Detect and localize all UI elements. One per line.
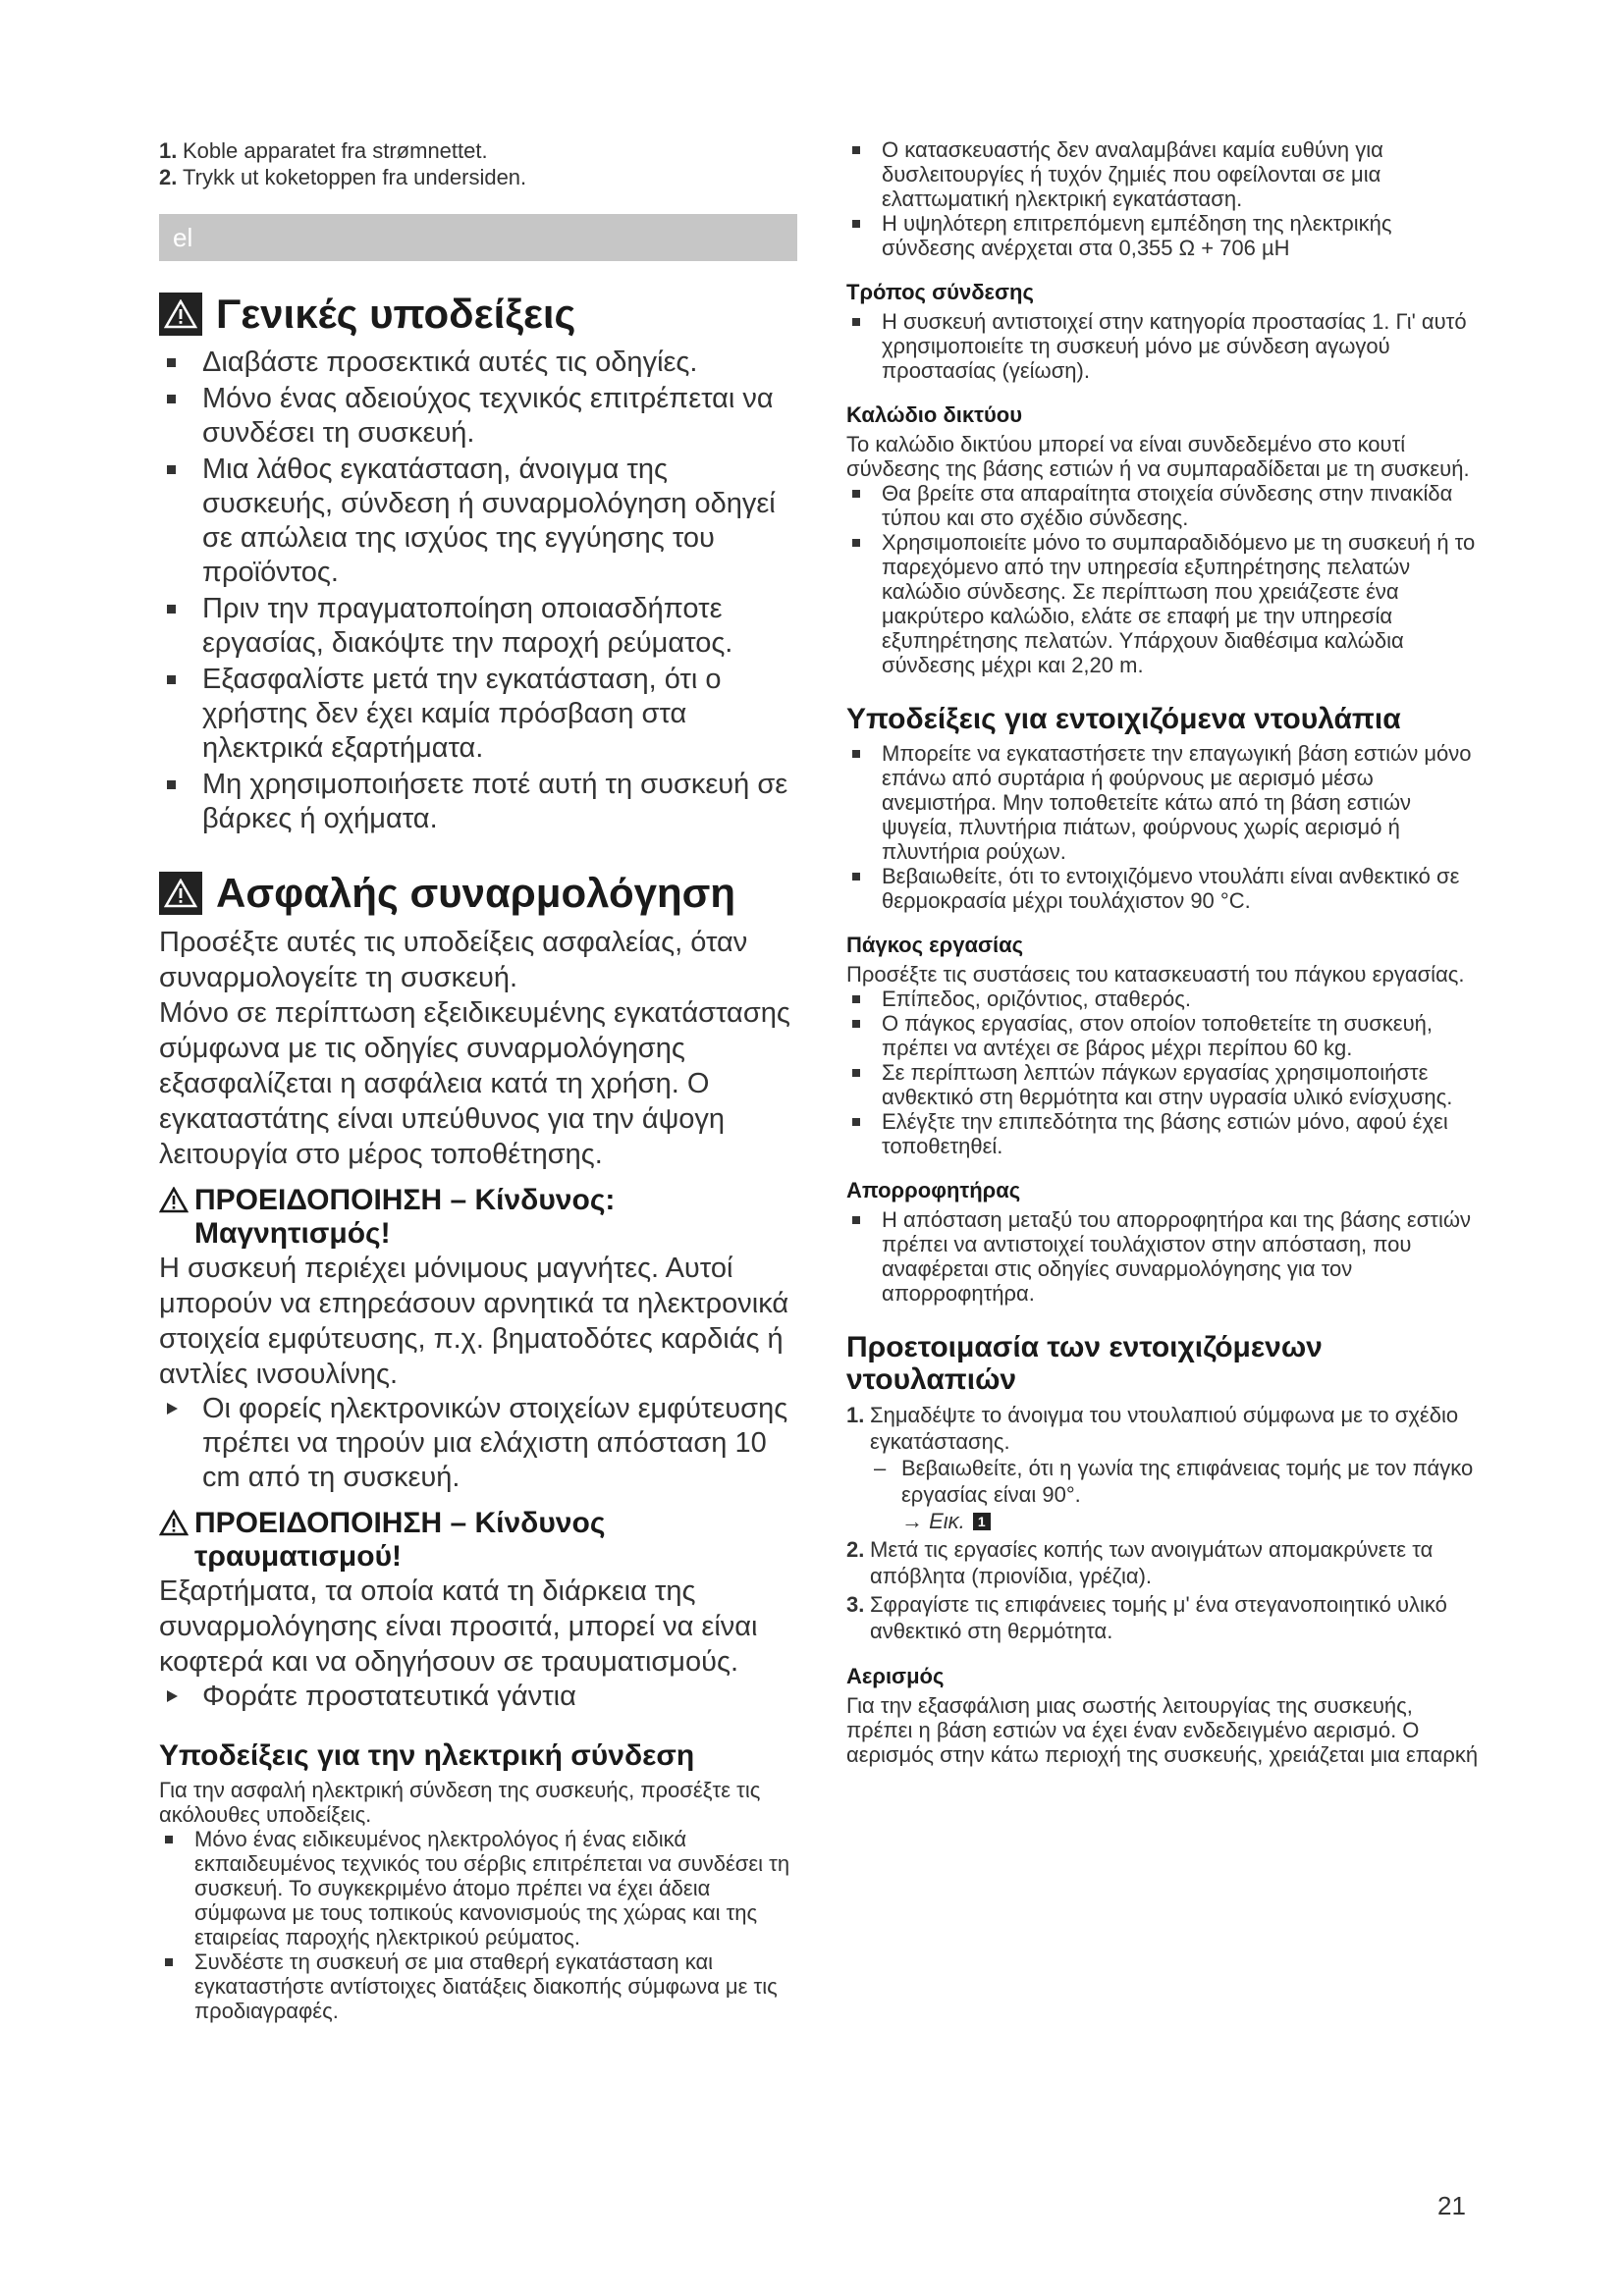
list-item: Μπορείτε να εγκαταστήσετε την επαγωγική βάση εστιών μόνο επάνω από συρτάρια ή φούρνους με αερισμό μέσω ανεμιστήρα. Μην τοποθετείτε κάτω από τη βάση εστιών ψυγεία, πλυντήρια πιάτων, φούρνους χωρίς αερισμό ή πλυντήρια ρούχων. xyxy=(846,741,1485,864)
electrical-intro: Για την ασφαλή ηλεκτρική σύνδεση της συσκευής, προσέξτε τις ακόλουθες υποδείξεις. xyxy=(159,1778,761,1827)
worktop-intro: Προσέξτε τις συστάσεις του κατασκευαστή του πάγκου εργασίας. xyxy=(846,962,1465,987)
hood-list xyxy=(846,1207,1485,1306)
power-cable-list xyxy=(846,481,1485,677)
prep-heading: Προετοιμασία των εντοιχιζόμενων ντουλαπιών xyxy=(846,1331,1323,1396)
list-item: Η υψηλότερη επιτρεπόμενη εμπέδηση της ηλεκτρικής σύνδεσης ανέρχεται στα 0,355 Ω + 706 µH xyxy=(846,211,1485,260)
language-bar xyxy=(159,214,797,261)
warning-icon xyxy=(159,293,202,336)
prep-substep: – Βεβαιωθείτε, ότι η γωνία της επιφάνειας τομής με τον πάγκο εργασίας είναι 90°. xyxy=(874,1455,1485,1508)
worktop-list xyxy=(846,987,1485,1158)
power-cable-intro: Το καλώδιο δικτύου μπορεί να είναι συνδεδεμένο στο κουτί σύνδεσης της βάσης εστιών ή να συμπαραδίδεται με τη συσκευή. xyxy=(846,432,1470,481)
list-item: Θα βρείτε στα απαραίτητα στοιχεία σύνδεσης στην πινακίδα τύπου και στο σχέδιο σύνδεσης. xyxy=(846,481,1485,530)
list-item: 3. Σφραγίστε τις επιφάνειες τομής μ' ένα στεγανοποιητικό υλικό ανθεκτικό στη θερμότητα. xyxy=(846,1592,1447,1643)
list-item: Η απόσταση μεταξύ του απορροφητήρα και της βάσης εστιών πρέπει να αντιστοιχεί τουλάχιστον στην απόσταση, που αναφέρεται στις οδηγίες συναρμολόγησης για τον απορροφητήρα. xyxy=(846,1207,1485,1306)
figure-reference: → Εικ. 1 xyxy=(901,1508,1485,1534)
list-item: Βεβαιωθείτε, ότι το εντοιχιζόμενο ντουλάπι είναι ανθεκτικό σε θερμοκρασία μέχρι τουλάχιστον 90 °C. xyxy=(846,864,1485,913)
list-item: Διαβάστε προσεκτικά αυτές τις οδηγίες. xyxy=(159,346,797,380)
list-item: 1. Σημαδέψτε το άνοιγμα του ντουλαπιού σύμφωνα με το σχέδιο εγκατάστασης. – Βεβαιωθείτε, ότι η γωνία της επιφάνειας τομής με τον πάγκο εργασίας είναι 90°. → Εικ. 1 xyxy=(846,1402,1485,1534)
left-column xyxy=(159,137,797,2023)
connection-type-list xyxy=(846,309,1485,383)
prep-steps xyxy=(846,1402,1485,1644)
safe-intro: Προσέξτε αυτές τις υποδείξεις ασφαλείας, όταν συναρμολογείτε τη συσκευή. xyxy=(159,927,748,993)
electrical-list-left xyxy=(159,1827,797,2023)
electrical-list-right xyxy=(846,137,1485,260)
list-item: Επίπεδος, οριζόντιος, σταθερός. xyxy=(846,987,1485,1011)
list-item: Μη χρησιμοποιήσετε ποτέ αυτή τη συσκευή σε βάρκες ή οχήματα. xyxy=(159,768,797,836)
list-item: Η συσκευή αντιστοιχεί στην κατηγορία προστασίας 1. Γι' αυτό χρησιμοποιείτε τη συσκευή μόνο με σύνδεση αγωγού προστασίας (γείωση). xyxy=(846,309,1485,383)
list-item: Ο κατασκευαστής δεν αναλαμβάνει καμία ευθύνη για δυσλειτουργίες ή τυχόν ζημιές που οφείλονται σε μια ελαττωματική ηλεκτρική εγκατάσταση. xyxy=(846,137,1485,211)
connection-type-heading: Τρόπος σύνδεσης xyxy=(846,280,1034,304)
list-item: Εξασφαλίστε μετά την εγκατάσταση, ότι ο χρήστης δεν έχει καμία πρόσβαση στα ηλεκτρικά εξαρτήματα. xyxy=(159,663,797,766)
list-item: Χρησιμοποιείτε μόνο το συμπαραδιδόμενο με τη συσκευή ή το παρεχόμενο από την υπηρεσία εξυπηρέτησης πελατών καλώδιο σύνδεσης. Σε περίπτωση που χρειάζεστε ένα μακρύτερο καλώδιο, ελάτε σε επαφή με την υπηρεσία εξυπηρέτησης πελατών. Υπάρχουν διαθέσιμα καλώδια σύνδεσης μέχρι και 2,20 m. xyxy=(846,530,1485,677)
warning-magnetism-text: Η συσκευή περιέχει μόνιμους μαγνήτες. Αυτοί μπορούν να επηρεάσουν αρνητικά τα ηλεκτρονικά στοιχεία εμφύτευσης, π.χ. βηματοδότες καρδιάς ή αντλίες ινσουλίνης. xyxy=(159,1253,789,1390)
warning-icon xyxy=(159,872,202,915)
hood-heading: Απορροφητήρας xyxy=(846,1178,1021,1202)
worktop-heading: Πάγκος εργασίας xyxy=(846,933,1024,957)
list-item: 2. Trykk ut koketoppen fra undersiden. xyxy=(159,165,527,189)
power-cable-heading: Καλώδιο δικτύου xyxy=(846,402,1023,427)
list-item: Πριν την πραγματοποίηση οποιασδήποτε εργασίας, διακόψτε την παροχή ρεύματος. xyxy=(159,592,797,661)
safe-text: Μόνο σε περίπτωση εξειδικευμένης εγκατάστασης σύμφωνα με τις οδηγίες συναρμολόγησης εξασφαλίζεται η ασφάλεια κατά τη χρήση. Ο εγκαταστάτης είναι υπεύθυνος για την άψογη λειτουργία στο μέρος τοποθέτησης. xyxy=(159,997,790,1170)
intro-steps xyxy=(159,137,797,190)
section-heading-general: Γενικές υποδείξεις xyxy=(159,291,797,338)
list-item: Ελέγξτε την επιπεδότητα της βάσης εστιών μόνο, αφού έχει τοποθετηθεί. xyxy=(846,1109,1485,1158)
list-item: 2. Μετά τις εργασίες κοπής των ανοιγμάτων απομακρύνετε τα απόβλητα (πριονίδια, γρέζια). xyxy=(846,1537,1434,1588)
list-item: Συνδέστε τη συσκευή σε μια σταθερή εγκατάσταση και εγκαταστήστε αντίστοιχες διατάξεις διακοπής σύμφωνα με τις προδιαγραφές. xyxy=(159,1949,797,2023)
warning-injury-text: Εξαρτήματα, τα οποία κατά τη διάρκεια της συναρμολόγησης είναι προσιτά, μπορεί να είναι κοφτερά και να οδηγήσουν σε τραυματισμούς. xyxy=(159,1575,758,1678)
list-item: Μόνο ένας ειδικευμένος ηλεκτρολόγος ή ένας ειδικά εκπαιδευμένος τεχνικός του σέρβις επιτρέπεται να συνδέσει τη συσκευή. Το συγκεκριμένο άτομο πρέπει να έχει άδεια σύμφωνα με τους τοπικούς κανονισμούς της χώρας και της εταιρείας παροχής ηλεκτρικού ρεύματος. xyxy=(159,1827,797,1949)
warning-triangle-icon xyxy=(159,1187,189,1213)
builtin-heading: Υποδείξεις για εντοιχιζόμενα ντουλάπια xyxy=(846,703,1401,735)
list-item: Σε περίπτωση λεπτών πάγκων εργασίας χρησιμοποιήστε ανθεκτικό στη θερμότητα και στην υγρασία υλικό ενίσχυσης. xyxy=(846,1060,1485,1109)
warning-injury: ΠΡΟΕΙΔΟΠΟΙΗΣΗ – Κίνδυνος τραυματισμού! xyxy=(159,1507,797,1574)
warning-magnetism: ΠΡΟΕΙΔΟΠΟΙΗΣΗ – Κίνδυνος: Μαγνητισμός! xyxy=(159,1184,797,1251)
warning-magnetism-action: Οι φορείς ηλεκτρονικών στοιχείων εμφύτευσης πρέπει να τηρούν μια ελάχιστη απόσταση 10 cm από τη συσκευή. xyxy=(159,1392,797,1495)
warning-triangle-icon xyxy=(159,1510,189,1536)
list-item: Μια λάθος εγκατάσταση, άνοιγμα της συσκευής, σύνδεση ή συναρμολόγηση οδηγεί σε απώλεια της ισχύος της εγγύησης του προϊόντος. xyxy=(159,453,797,590)
list-item: Μόνο ένας αδειούχος τεχνικός επιτρέπεται να συνδέσει τη συσκευή. xyxy=(159,382,797,451)
electrical-heading: Υποδείξεις για την ηλεκτρική σύνδεση xyxy=(159,1739,695,1772)
general-list xyxy=(159,346,797,836)
ventilation-text: Για την εξασφάλιση μιας σωστής λειτουργίας της συσκευής, πρέπει η βάση εστιών να έχει έναν ενδεδειγμένο αερισμό. Ο αερισμός στην κάτω περιοχή της συσκευής, χρειάζεται μια επαρκή xyxy=(846,1693,1479,1767)
list-item: 1. Koble apparatet fra strømnettet. xyxy=(159,138,488,163)
page-number: 21 xyxy=(1437,2191,1466,2220)
language-tag: el xyxy=(173,222,193,252)
list-item: Ο πάγκος εργασίας, στον οποίον τοποθετείτε τη συσκευή, πρέπει να αντέχει σε βάρος μέχρι περίπου 60 kg. xyxy=(846,1011,1485,1060)
section-heading-safe: Ασφαλής συναρμολόγηση xyxy=(159,870,797,917)
figure-number-badge: 1 xyxy=(973,1513,991,1530)
builtin-list xyxy=(846,741,1485,913)
ventilation-heading: Αερισμός xyxy=(846,1664,945,1688)
warning-injury-action: Φοράτε προστατευτικά γάντια xyxy=(159,1680,797,1714)
right-column xyxy=(846,137,1485,1767)
